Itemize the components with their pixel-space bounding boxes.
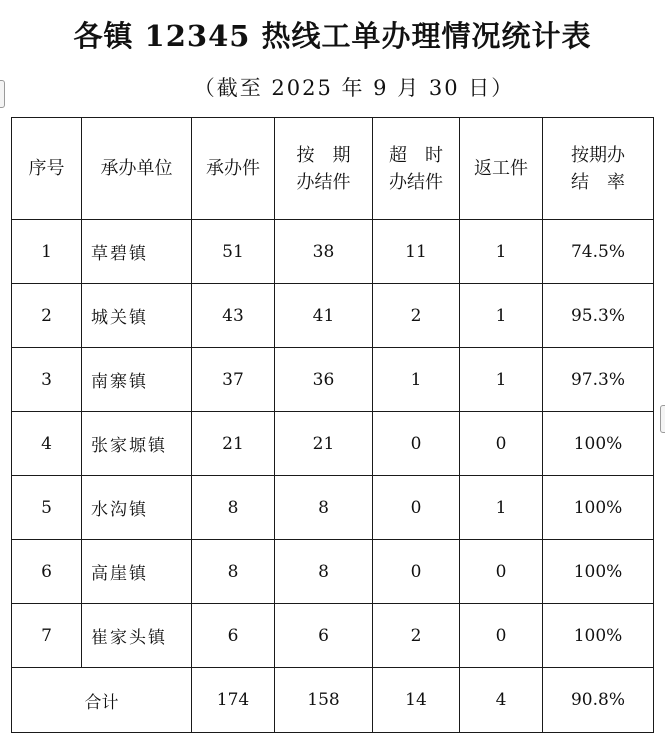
hotline-stats-table bbox=[11, 117, 654, 733]
table-row bbox=[12, 348, 654, 412]
cell-rework: 1 bbox=[460, 476, 543, 540]
cell-unit: 水沟镇 bbox=[82, 476, 192, 540]
cell-rate: 100% bbox=[543, 476, 654, 540]
cell-index: 4 bbox=[12, 412, 82, 476]
table-header-row bbox=[12, 118, 654, 220]
total-overdue: 14 bbox=[373, 668, 460, 733]
table-row bbox=[12, 412, 654, 476]
cell-received: 8 bbox=[192, 540, 275, 604]
cell-rework: 1 bbox=[460, 348, 543, 412]
cell-index: 3 bbox=[12, 348, 82, 412]
table-row bbox=[12, 540, 654, 604]
document-subtitle: （截至 2025 年 9 月 30 日） bbox=[193, 76, 515, 100]
cell-rate: 74.5% bbox=[543, 220, 654, 284]
cell-ontime: 8 bbox=[275, 476, 373, 540]
table-row bbox=[12, 220, 654, 284]
cell-rate: 97.3% bbox=[543, 348, 654, 412]
cell-ontime: 8 bbox=[275, 540, 373, 604]
cell-rework: 0 bbox=[460, 604, 543, 668]
header-rate: 按期办 结 率 bbox=[543, 118, 654, 220]
cell-ontime: 41 bbox=[275, 284, 373, 348]
cell-unit: 崔家头镇 bbox=[82, 604, 192, 668]
cell-received: 6 bbox=[192, 604, 275, 668]
cell-index: 5 bbox=[12, 476, 82, 540]
document-title: 各镇 12345 热线工单办理情况统计表 bbox=[73, 19, 592, 53]
cell-received: 37 bbox=[192, 348, 275, 412]
cell-index: 1 bbox=[12, 220, 82, 284]
total-label: 合计 bbox=[12, 668, 192, 733]
cell-overdue: 0 bbox=[373, 412, 460, 476]
cell-index: 2 bbox=[12, 284, 82, 348]
cell-index: 7 bbox=[12, 604, 82, 668]
cell-received: 8 bbox=[192, 476, 275, 540]
cell-received: 51 bbox=[192, 220, 275, 284]
total-received: 174 bbox=[192, 668, 275, 733]
cell-rate: 100% bbox=[543, 604, 654, 668]
cell-rework: 0 bbox=[460, 412, 543, 476]
table-row bbox=[12, 476, 654, 540]
cell-overdue: 1 bbox=[373, 348, 460, 412]
cell-rate: 100% bbox=[543, 412, 654, 476]
cell-rework: 1 bbox=[460, 220, 543, 284]
cell-received: 21 bbox=[192, 412, 275, 476]
cell-overdue: 2 bbox=[373, 604, 460, 668]
cell-unit: 高崖镇 bbox=[82, 540, 192, 604]
total-rework: 4 bbox=[460, 668, 543, 733]
total-rate: 90.8% bbox=[543, 668, 654, 733]
total-ontime: 158 bbox=[275, 668, 373, 733]
cell-overdue: 0 bbox=[373, 476, 460, 540]
table-total-row bbox=[12, 668, 654, 733]
table-row bbox=[12, 284, 654, 348]
cell-ontime: 21 bbox=[275, 412, 373, 476]
cell-overdue: 2 bbox=[373, 284, 460, 348]
cell-ontime: 38 bbox=[275, 220, 373, 284]
table-row bbox=[12, 604, 654, 668]
cell-unit: 南寨镇 bbox=[82, 348, 192, 412]
header-rework: 返工件 bbox=[460, 118, 543, 220]
cell-received: 43 bbox=[192, 284, 275, 348]
cell-rate: 95.3% bbox=[543, 284, 654, 348]
cell-ontime: 6 bbox=[275, 604, 373, 668]
cell-rework: 1 bbox=[460, 284, 543, 348]
header-index: 序号 bbox=[12, 118, 82, 220]
header-unit: 承办单位 bbox=[82, 118, 192, 220]
cell-unit: 草碧镇 bbox=[82, 220, 192, 284]
header-received: 承办件 bbox=[192, 118, 275, 220]
cell-unit: 城关镇 bbox=[82, 284, 192, 348]
cell-overdue: 0 bbox=[373, 540, 460, 604]
cell-rate: 100% bbox=[543, 540, 654, 604]
cell-unit: 张家塬镇 bbox=[82, 412, 192, 476]
header-ontime: 按 期 办结件 bbox=[275, 118, 373, 220]
cell-overdue: 11 bbox=[373, 220, 460, 284]
scroll-handle-right[interactable] bbox=[660, 405, 665, 433]
cell-rework: 0 bbox=[460, 540, 543, 604]
header-overdue: 超 时 办结件 bbox=[373, 118, 460, 220]
cell-ontime: 36 bbox=[275, 348, 373, 412]
cell-index: 6 bbox=[12, 540, 82, 604]
